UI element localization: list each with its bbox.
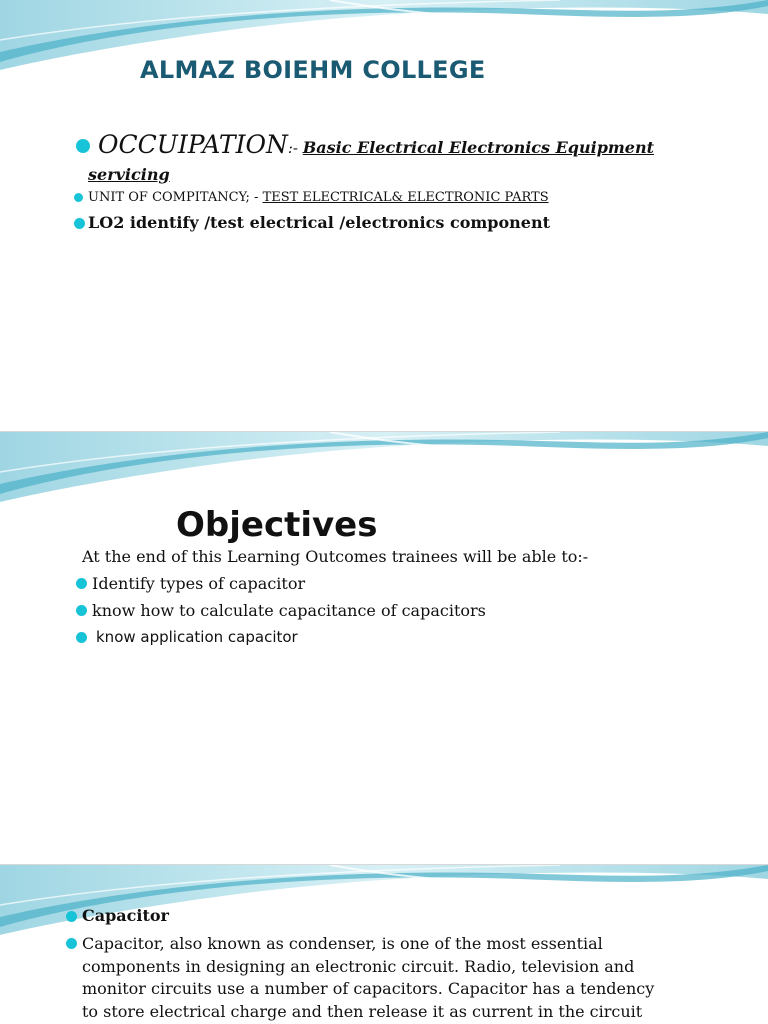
- capacitor-paragraph: [82, 933, 702, 1023]
- bullet-dot-icon: [74, 218, 85, 229]
- bullet-dot-icon: [76, 578, 87, 589]
- slide-2: [0, 432, 768, 865]
- occupation-separator: :-: [287, 139, 303, 157]
- objectives-title: Objectives: [176, 505, 378, 545]
- objectives-intro: At the end of this Learning Outcomes trainees will be able to:-: [82, 547, 589, 566]
- header-wave-graphic: [0, 432, 768, 502]
- unit-prefix: UNIT OF COMPITANCY; -: [88, 190, 263, 205]
- bullet-dot-icon: [76, 139, 90, 153]
- objective-item: know application capacitor: [96, 628, 298, 646]
- bullet-dot-icon: [76, 605, 87, 616]
- unit-text: TEST ELECTRICAL& ELECTRONIC PARTS: [262, 190, 549, 205]
- occupation-text-continued: servicing: [88, 165, 170, 184]
- objective-item: know how to calculate capacitance of capacitors: [92, 601, 486, 620]
- occupation-label: OCCUIPATION: [98, 130, 288, 159]
- learning-outcome: LO2 identify /test electrical /electronics component: [88, 213, 550, 232]
- paragraph-line: components in designing an electronic circuit. Radio, television and: [82, 956, 635, 976]
- paragraph-line: to store electrical charge and then release it as current in the circuit: [82, 1001, 643, 1021]
- objective-item: Identify types of capacitor: [92, 574, 306, 593]
- paragraph-line: Capacitor, also known as condenser, is one of the most essential: [82, 934, 603, 953]
- slide-1: [0, 0, 768, 432]
- college-name: ALMAZ BOIEHM COLLEGE: [140, 56, 486, 84]
- unit-of-competency: [88, 190, 549, 205]
- bullet-dot-icon: [66, 938, 77, 949]
- paragraph-line: monitor circuits use a number of capacitors. Capacitor has a tendency: [82, 979, 655, 998]
- bullet-dot-icon: [76, 632, 87, 643]
- bullet-dot-icon: [74, 193, 83, 202]
- occupation-text: Basic Electrical Electronics Equipment: [302, 138, 655, 157]
- bullet-dot-icon: [66, 911, 77, 922]
- occupation-line: [98, 130, 654, 159]
- capacitor-heading: Capacitor: [82, 906, 169, 925]
